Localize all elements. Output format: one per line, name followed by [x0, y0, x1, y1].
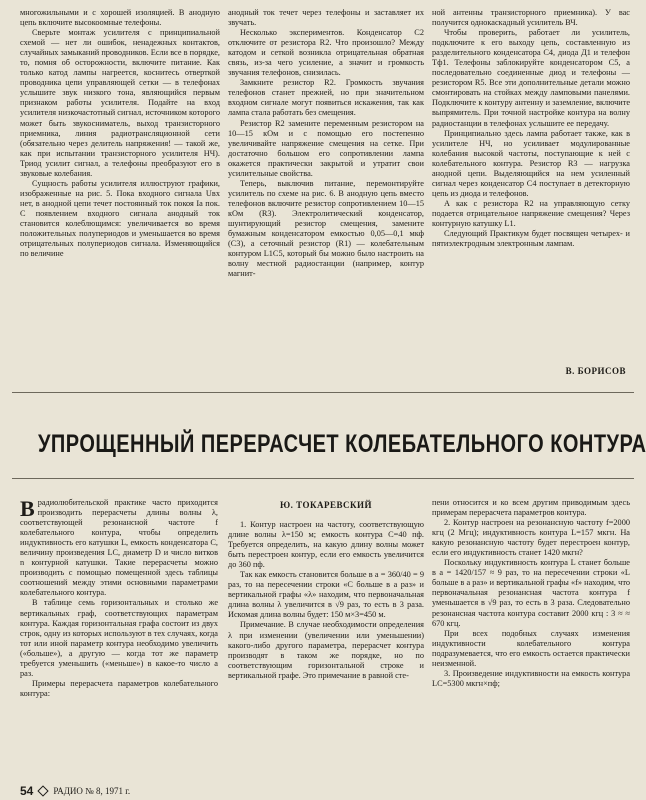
paragraph: Следующий Практикум будет посвящен четырех- и пятиэлектродным электронным лампам. — [432, 229, 630, 249]
paragraph: А как с резистора R2 на управляющую сетку подается отрицательное напряжение смещения? Через контурную катушку L1. — [432, 198, 630, 228]
paragraph: Так как емкость становится больше в a = 360/40 = 9 раз, то на пересечении строки «C больше в a раз» и вертикальной графы «λ» находим, что первоначальная длина волны λ увеличится в √9 раз, то есть в 3 раза. Искомая длина волны будет: 150 м×3=450 м. — [228, 570, 424, 620]
paragraph: ной антенны транзисторного приемника). У вас получится однокаскадный усилитель ВЧ. — [432, 8, 630, 28]
article-column-3 — [432, 498, 630, 778]
paragraph: многожильными и с хорошей изоляцией. В анодную цепь включите высокоомные телефоны. — [20, 8, 220, 28]
upper-column-1 — [20, 8, 220, 370]
paragraph: Чтобы проверить, работает ли усилитель, подключите к его выходу цепь, составленную из разделительного конденсатора C4, диода Д1 и телефон Тф1. Телефоны заблокируйте конденсатором C5, а последовательно соединенные диод и телефоны — резистором R5. Все эти дополнительные детали можно смонтировать на стойках между ламповыми панелями. Подключите к контуру антенну и заземление, включите выпрямитель. При точной настройке контура на волну радиостанции в телефонах услышите ее передачу. — [432, 28, 630, 128]
article-author: Ю. ТОКАРЕВСКИЙ — [279, 500, 373, 510]
upper-column-2 — [228, 8, 424, 370]
paragraph: анодный ток течет через телефоны и заставляет их звучать. — [228, 8, 424, 28]
upper-column-3 — [432, 8, 630, 370]
article-title: УПРОЩЕННЫЙ ПЕРЕРАСЧЕТ КОЛЕБАТЕЛЬНОГО КОНТУРА — [38, 430, 646, 458]
page-number: 54 — [20, 784, 34, 798]
drop-cap: В — [20, 498, 35, 521]
paragraph: Несколько экспериментов. Конденсатор C2 отключите от резистора R2. Что произошло? Между катодом и сеткой возникла отрицательная обратная связь, из-за чего усиление, а значит и громкость звучания телефонов, снизилась. — [228, 28, 424, 78]
paragraph: Сущность работы усилителя иллюструют графики, изображенные на рис. 5. Пока входного сигнала Uвх нет, в анодной цепи течет постоянный ток покоя Ia пок. С появлением входного сигнала анодный ток становится колеблющимся: увеличивается во время положительных полупериодов и уменьшается во время отрицательных полупериодов сигнала. Изменяющийся по величине — [20, 178, 220, 259]
paragraph: 2. Контур настроен на резонансную частоту f=2000 кгц (2 Мгц); индуктивность контура L=157 мкгн. На какую резонансную частоту будет перестроен контур, если его индуктивность станет 1420 мкгн? — [432, 518, 630, 558]
lead-paragraph: Врадиолюбительской практике часто приходится производить перерасчеты длины волны λ, соответствующей резонансной частоте f колебательного контура, чтобы определить индуктивность его катушки L, емкость конденсатора C, величину произведения LC, диаметр D и число витков n контурной катушки. Такие перерасчеты можно производить с помощью помещенной здесь таблицы соотношений между этими основными параметрами колебательного контура. — [20, 498, 218, 598]
magazine-issue: РАДИО № 8, 1971 г. — [53, 786, 131, 796]
page-footer — [20, 784, 130, 798]
diamond-icon — [38, 785, 49, 796]
paragraph: Резистор R2 замените переменным резистором на 10—15 кОм и с помощью его постепенно увеличивайте напряжение смещения на сетке. При достаточно большом его сопротивлении лампа окажется практически закрытой и утратит свои усилительные свойства. — [228, 118, 424, 178]
paragraph: Примечание. В случае необходимости определения λ при изменении (увеличении или уменьшении) какого-либо другого параметра, перерасчет контура производят в таком же порядке, но по соответствующим горизонтальной строке и вертикальной графе. Это примечание в равной сте- — [228, 620, 424, 680]
paragraph: 3. Произведение индуктивности на емкость контура LC=5300 мкгн×пф; — [432, 668, 630, 688]
article-column-1 — [20, 498, 218, 778]
paragraph: При всех подобных случаях изменения индуктивности колебательного контура подразумевается, что его емкость остается практически неизменной. — [432, 628, 630, 668]
article-column-2 — [228, 520, 424, 778]
paragraph: Примеры перерасчета параметров колебательного контура: — [20, 678, 218, 698]
paragraph: Поскольку индуктивность контура L станет больше в a = 1420/157 ≈ 9 раз, то на пересечении строки «L больше в a раз» и вертикальной графы «f» находим, что первоначальная резонансная частота контура f уменьшается в √9 раз, то есть в 3 раза. Следовательно резонансная частота контура составит 2000 кгц : 3 ≈ ≈ 670 кгц. — [432, 558, 630, 628]
paragraph: пени относится и ко всем другим приводимым здесь примерам перерасчета параметров контура. — [432, 498, 630, 518]
paragraph: Замкните резистор R2. Громкость звучания телефонов станет прежней, но при значительном входном сигнале могут появиться искажения, так как лампа стала работать без смещения. — [228, 78, 424, 118]
paragraph: 1. Контур настроен на частоту, соответствующую длине волны λ=150 м; емкость контура C=40 пф. Требуется определить, на какую длину волны может быть перестроен контур, если его емкость увеличится до 360 пф. — [228, 520, 424, 570]
section-divider — [12, 478, 634, 479]
paragraph: В таблице семь горизонтальных и столько же вертикальных граф, соответствующих параметрам контура. Каждая горизонтальная графа состоит из двух строк, одну из которых используют в тех случаях, когда тот или иной параметр контура необходимо увеличить («больше»), а другую — когда тот же параметр требуется уменьшить («меньше») в какое-то число a раз. — [20, 598, 218, 678]
paragraph: Сверьте монтаж усилителя с принципиальной схемой — нет ли ошибок, ненадежных контактов, случайных замыканий проводников. Если все в порядке, то, помня об осторожности, включите питание. Как только катод лампы нагреется, коснитесь отверткой проводника цепи управляющей сетки — в телефонах услышите звук низкого тона, являющийся первым признаком работы усилителя. Подайте на вход усилителя низкочастотный сигнал, источником которого может быть звукосниматель, выход транзисторного приемника, линия радиотрансляционной сети (обязательно через делитель напряжения! — такой же, как при испытании транзисторного усилителя НЧ). Триод усилит сигнал, а телефоны преобразуют его в звуковые колебания. — [20, 28, 220, 178]
paragraph: Принципиально здесь лампа работает также, как в усилителе НЧ, но усиливает модулированные колебания высокой частоты, поступающие к ней с колебательного контура. Резистор R3 — нагрузка анодной цепи. Выделяющийся на нем усиленный сигнал через конденсатор C4 поступает в детекторную цепь из диода и телефонов. — [432, 128, 630, 198]
section-divider — [12, 392, 634, 393]
article-signature: В. БОРИСОВ — [565, 366, 626, 376]
paragraph: Теперь, выключив питание, перемонтируйте усилитель по схеме на рис. 6. В анодную цепь вместо телефонов включите резистор сопротивлением 10—15 кОм (R3). Электролитический конденсатор, шунтирующий резистор смещения, замените бумажным конденсатором емкостью 0,05—0,1 мкф (C3), а сеточный резистор (R1) — колебательным контуром L1C5, который бы можно было настроить на волну местной радиостанции (например, контур магнит- — [228, 178, 424, 279]
